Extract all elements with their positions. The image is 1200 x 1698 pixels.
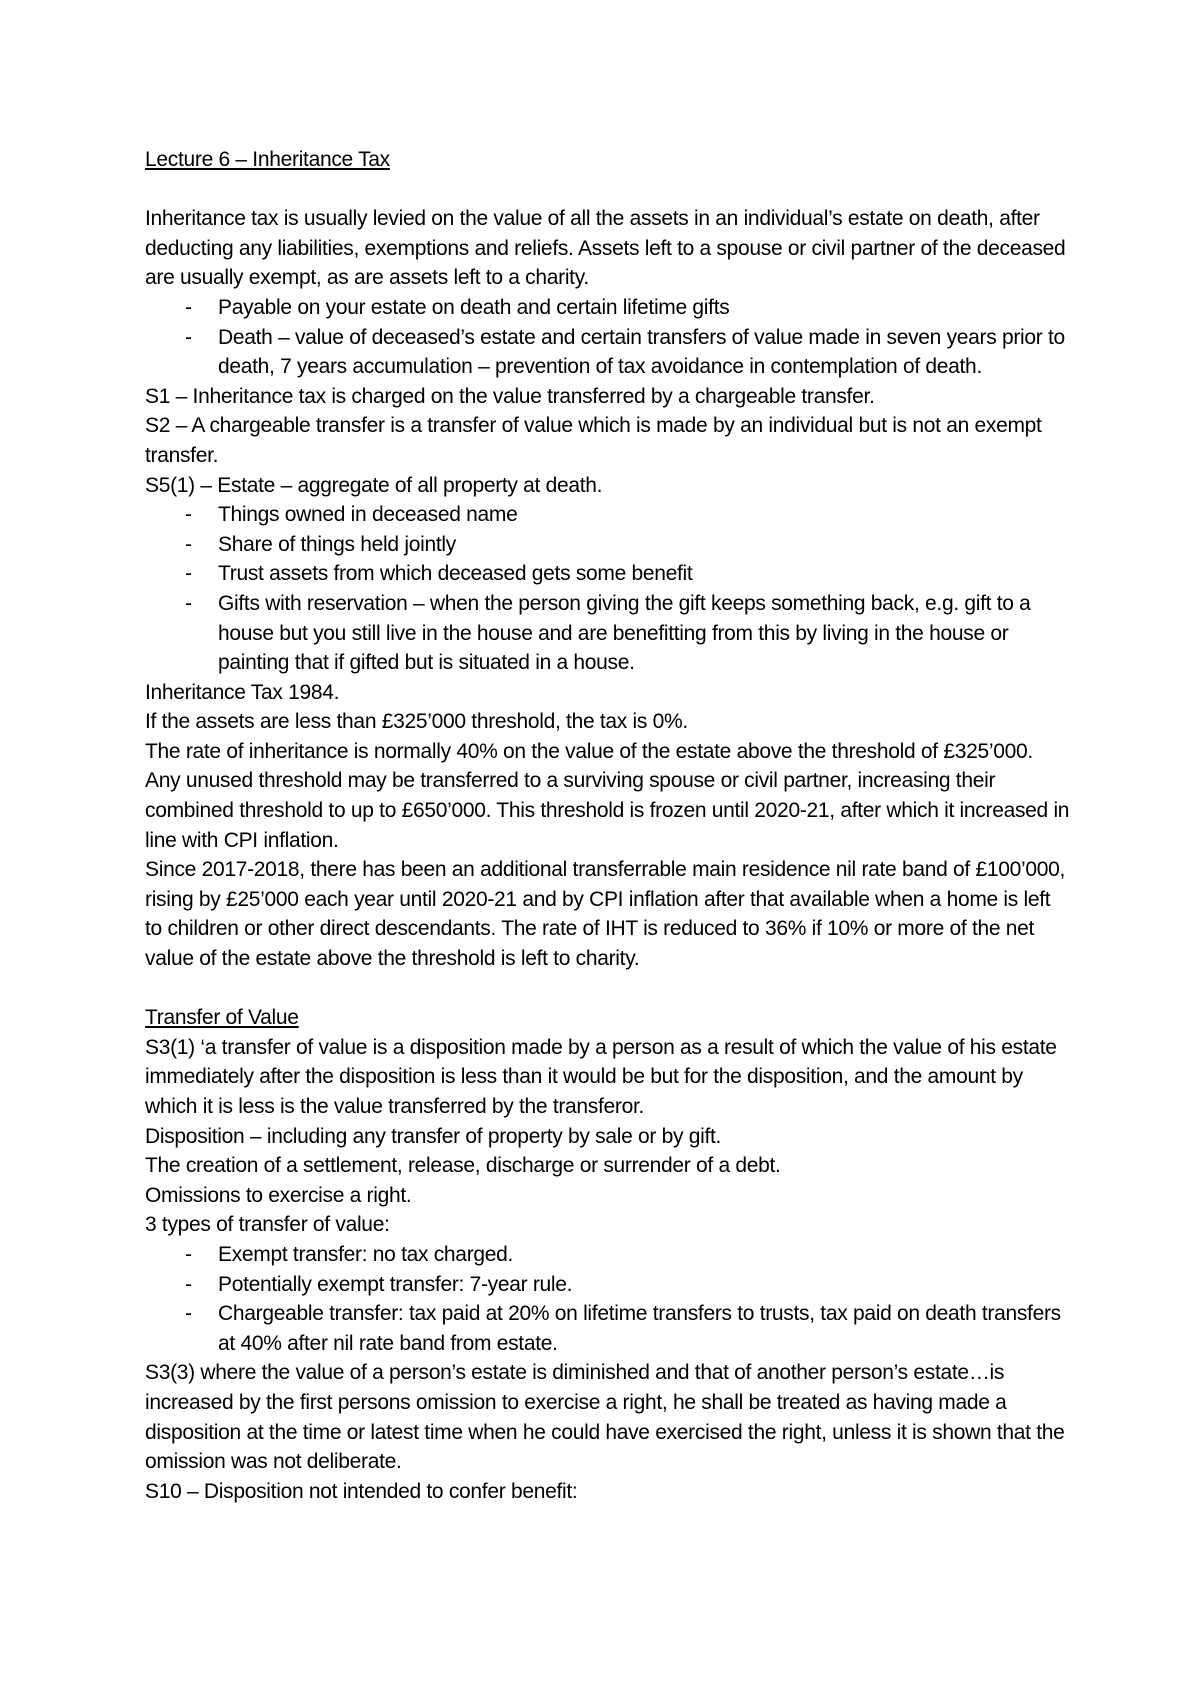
section-s3-3: S3(3) where the value of a person’s estate is diminished and that of another person’s estate…is increased by the first persons omission to exercise a right, he shall be treated as having made a disposition at the time or latest time when he could have exercised the right, unless it is shown that the omission was not deliberate.: [145, 1361, 1065, 1474]
list-item: [145, 323, 1070, 382]
bullet-dash: -: [185, 1272, 192, 1296]
section-s1: S1 – Inheritance tax is charged on the value transferred by a chargeable transfer.: [145, 384, 875, 408]
rate-paragraph: The rate of inheritance is normally 40% on the value of the estate above the threshold of £325’000. Any unused threshold may be transferred to a surviving spouse or civil partner, increasing their combined threshold to up to £650’000. This threshold is frozen until 2020-21, after which it increased in line with CPI inflation.: [145, 739, 1070, 852]
bullet-dash: -: [185, 562, 192, 586]
bullet-dash: -: [185, 325, 192, 349]
intro-paragraph: Inheritance tax is usually levied on the value of all the assets in an individual’s estate on death, after deducting any liabilities, exemptions and reliefs. Assets left to a spouse or civil partner of the deceased are usually exempt, as are assets left to a charity.: [145, 207, 1066, 290]
transfer-of-value-heading: Transfer of Value: [145, 1006, 299, 1030]
residence-band-paragraph: Since 2017-2018, there has been an additional transferrable main residence nil rate band of £100’000, rising by £25’000 each year until 2020-21 and by CPI inflation after that available when a home is left to children or other direct descendants. The rate of IHT is reduced to 36% if 10% or more of the net value of the estate above the threshold is left to charity.: [145, 858, 1066, 971]
section-s10: S10 – Disposition not intended to confer benefit:: [145, 1479, 578, 1503]
section-s5: S5(1) – Estate – aggregate of all property at death.: [145, 473, 603, 497]
bullet-dash: -: [185, 503, 192, 527]
list-item: [145, 530, 1070, 560]
list-item-text: Gifts with reservation – when the person giving the gift keeps something back, e.g. gift to a house but you still live in the house and are benefitting from this by living in the house or painting that if gifted but is situated in a house.: [218, 591, 1031, 675]
list-item-text: Death – value of deceased’s estate and certain transfers of value made in seven years prior to death, 7 years accumulation – prevention of tax avoidance in contemplation of death.: [218, 325, 1065, 379]
list-item-text: Things owned in deceased name: [218, 503, 518, 527]
settlement-paragraph: The creation of a settlement, release, discharge or surrender of a debt.: [145, 1154, 781, 1178]
section-s3-1: S3(1) ‘a transfer of value is a disposition made by a person as a result of which the value of his estate immediately after the disposition is less than it would be but for the disposition, and the amount by which it is less is the value transferred by the transferor.: [145, 1035, 1057, 1118]
list-item: [145, 293, 1070, 323]
act-reference: Inheritance Tax 1984.: [145, 680, 340, 704]
list-item-text: Share of things held jointly: [218, 532, 456, 556]
spacer: [145, 974, 1070, 1004]
bullet-dash: -: [185, 295, 192, 319]
bullet-dash: -: [185, 532, 192, 556]
bullet-dash: -: [185, 1242, 192, 1266]
estate-bullet-list: [145, 500, 1070, 678]
types-bullet-list: [145, 1240, 1070, 1358]
list-item: [145, 559, 1070, 589]
list-item-text: Chargeable transfer: tax paid at 20% on lifetime transfers to trusts, tax paid on death transfers at 40% after nil rate band from estate.: [218, 1302, 1061, 1355]
threshold-paragraph: If the assets are less than £325’000 threshold, the tax is 0%.: [145, 710, 688, 734]
list-item-text: Payable on your estate on death and certain lifetime gifts: [218, 295, 730, 319]
bullet-dash: -: [185, 591, 192, 615]
list-item: [145, 1240, 1070, 1270]
omissions-paragraph: Omissions to exercise a right.: [145, 1183, 412, 1207]
intro-bullet-list: [145, 293, 1070, 382]
list-item-text: Potentially exempt transfer: 7-year rule.: [218, 1272, 573, 1296]
list-item: [145, 500, 1070, 530]
spacer: [145, 175, 1070, 205]
bullet-dash: -: [185, 1302, 192, 1326]
list-item-text: Exempt transfer: no tax charged.: [218, 1242, 514, 1266]
section-s2: S2 – A chargeable transfer is a transfer of value which is made by an individual but is not an exempt transfer.: [145, 414, 1042, 467]
disposition-paragraph: Disposition – including any transfer of property by sale or by gift.: [145, 1124, 722, 1148]
list-item: [145, 589, 1070, 678]
types-intro: 3 types of transfer of value:: [145, 1213, 390, 1237]
list-item: [145, 1299, 1070, 1358]
document-page: [145, 145, 1070, 1506]
list-item-text: Trust assets from which deceased gets some benefit: [218, 562, 693, 586]
lecture-title: Lecture 6 – Inheritance Tax: [145, 148, 390, 171]
list-item: [145, 1270, 1070, 1300]
